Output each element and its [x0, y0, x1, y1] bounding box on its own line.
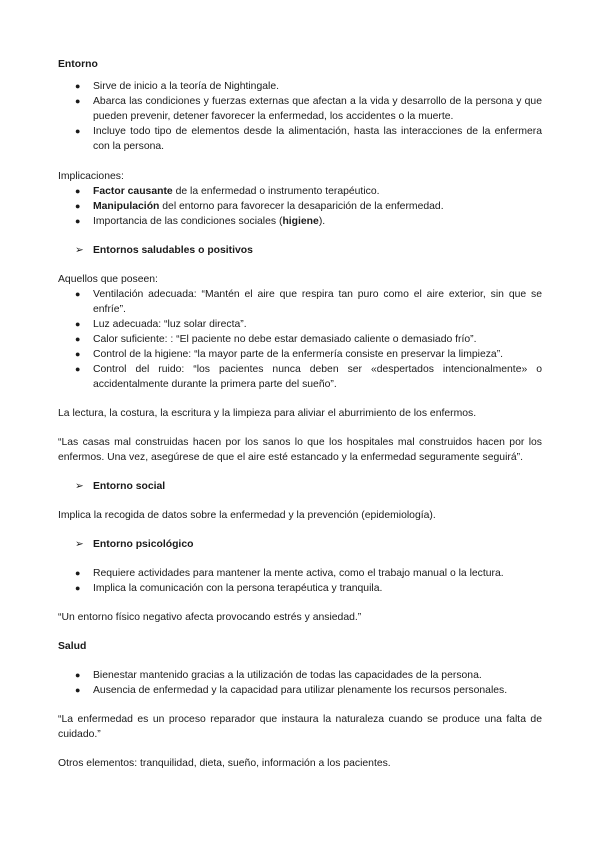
quote-entorno-fisico: “Un entorno físico negativo afecta provocando estrés y ansiedad.” — [58, 612, 362, 623]
arrow-icon: ➢ — [75, 245, 84, 256]
list-item: ● Ausencia de enfermedad y la capacidad para utilizar plenamente los recursos personales. — [75, 685, 508, 696]
list-item: ● Incluye todo tipo de elementos desde la alimentación, hasta las interacciones de la enfermera con la persona. — [75, 126, 542, 152]
implicaciones-label: Implicaciones: — [58, 171, 124, 182]
bullet-icon: ● — [75, 349, 81, 359]
list-item: ● Ventilación adecuada: “Mantén el aire que respira tan puro como el aire exterior, sin que se enfríe”. — [75, 289, 542, 315]
bullet-icon: ● — [75, 685, 81, 695]
arrow-icon: ➢ — [75, 481, 84, 492]
paragraph-lectura: La lectura, la costura, la escritura y la limpieza para aliviar el aburrimiento de los enfermos. — [58, 408, 477, 419]
bullet-icon: ● — [75, 583, 81, 593]
implicaciones-list — [58, 184, 542, 229]
heading-entorno: Entorno — [58, 59, 98, 70]
entorno-list — [58, 79, 542, 154]
heading-salud: Salud — [58, 641, 87, 652]
paragraph-otros: Otros elementos: tranquilidad, dieta, sueño, información a los pacientes. — [58, 758, 391, 769]
bullet-icon: ● — [75, 364, 81, 374]
salud-list — [58, 668, 542, 698]
bullet-icon: ● — [75, 334, 81, 344]
list-item: ● Implica la comunicación con la persona terapéutica y tranquila. — [75, 583, 383, 594]
saludables-list — [58, 287, 542, 392]
list-item: ● Luz adecuada: “luz solar directa”. — [75, 319, 247, 330]
bullet-icon: ● — [75, 126, 81, 136]
quote-casas: “Las casas mal construidas hacen por los sanos lo que los hospitales mal construidos hacen por los enfermos. Una vez, asegúrese de que el aire esté estancado y la enfermedad seguramente seguirá”. — [58, 437, 542, 463]
bullet-icon: ● — [75, 96, 81, 106]
heading-entorno-psicologico: ➢ Entorno psicológico — [75, 539, 194, 550]
bullet-icon: ● — [75, 289, 81, 299]
bullet-icon: ● — [75, 201, 81, 211]
bullet-icon: ● — [75, 186, 81, 196]
arrow-icon: ➢ — [75, 539, 84, 550]
list-item: ● Factor causante de la enfermedad o instrumento terapéutico. — [75, 186, 380, 197]
list-item: ● Calor suficiente: : “El paciente no debe estar demasiado caliente o demasiado frío”. — [75, 334, 477, 345]
list-item: ● Control del ruido: “los pacientes nunca deben ser «despertados intencionalmente» o accidentalmente durante la primera parte del sueño”. — [75, 364, 542, 390]
saludables-intro: Aquellos que poseen: — [58, 274, 158, 285]
paragraph-social: Implica la recogida de datos sobre la enfermedad y la prevención (epidemiología). — [58, 510, 436, 521]
list-item: ● Requiere actividades para mantener la mente activa, como el trabajo manual o la lectura. — [75, 568, 504, 579]
bullet-icon: ● — [75, 81, 81, 91]
psicologico-list — [58, 566, 542, 596]
list-item: ● Manipulación del entorno para favorecer la desaparición de la enfermedad. — [75, 201, 444, 212]
quote-enfermedad: “La enfermedad es un proceso reparador que instaura la naturaleza cuando se produce una falta de cuidado.” — [58, 714, 542, 740]
heading-entornos-saludables: ➢ Entornos saludables o positivos — [75, 245, 253, 256]
list-item: ● Importancia de las condiciones sociales (higiene). — [75, 216, 326, 227]
list-item: ● Control de la higiene: “la mayor parte de la enfermería consiste en preservar la limpieza”. — [75, 349, 504, 360]
list-item: ● Sirve de inicio a la teoría de Nightingale. — [75, 81, 279, 92]
list-item: ● Bienestar mantenido gracias a la utilización de todas las capacidades de la persona. — [75, 670, 482, 681]
bullet-icon: ● — [75, 568, 81, 578]
bullet-icon: ● — [75, 670, 81, 680]
heading-entorno-social: ➢ Entorno social — [75, 481, 166, 492]
bullet-icon: ● — [75, 216, 81, 226]
bullet-icon: ● — [75, 319, 81, 329]
list-item: ● Abarca las condiciones y fuerzas externas que afectan a la vida y desarrollo de la persona y que pueden prevenir, detener favorecer la enfermedad, los accidentes o la muerte. — [75, 96, 542, 122]
